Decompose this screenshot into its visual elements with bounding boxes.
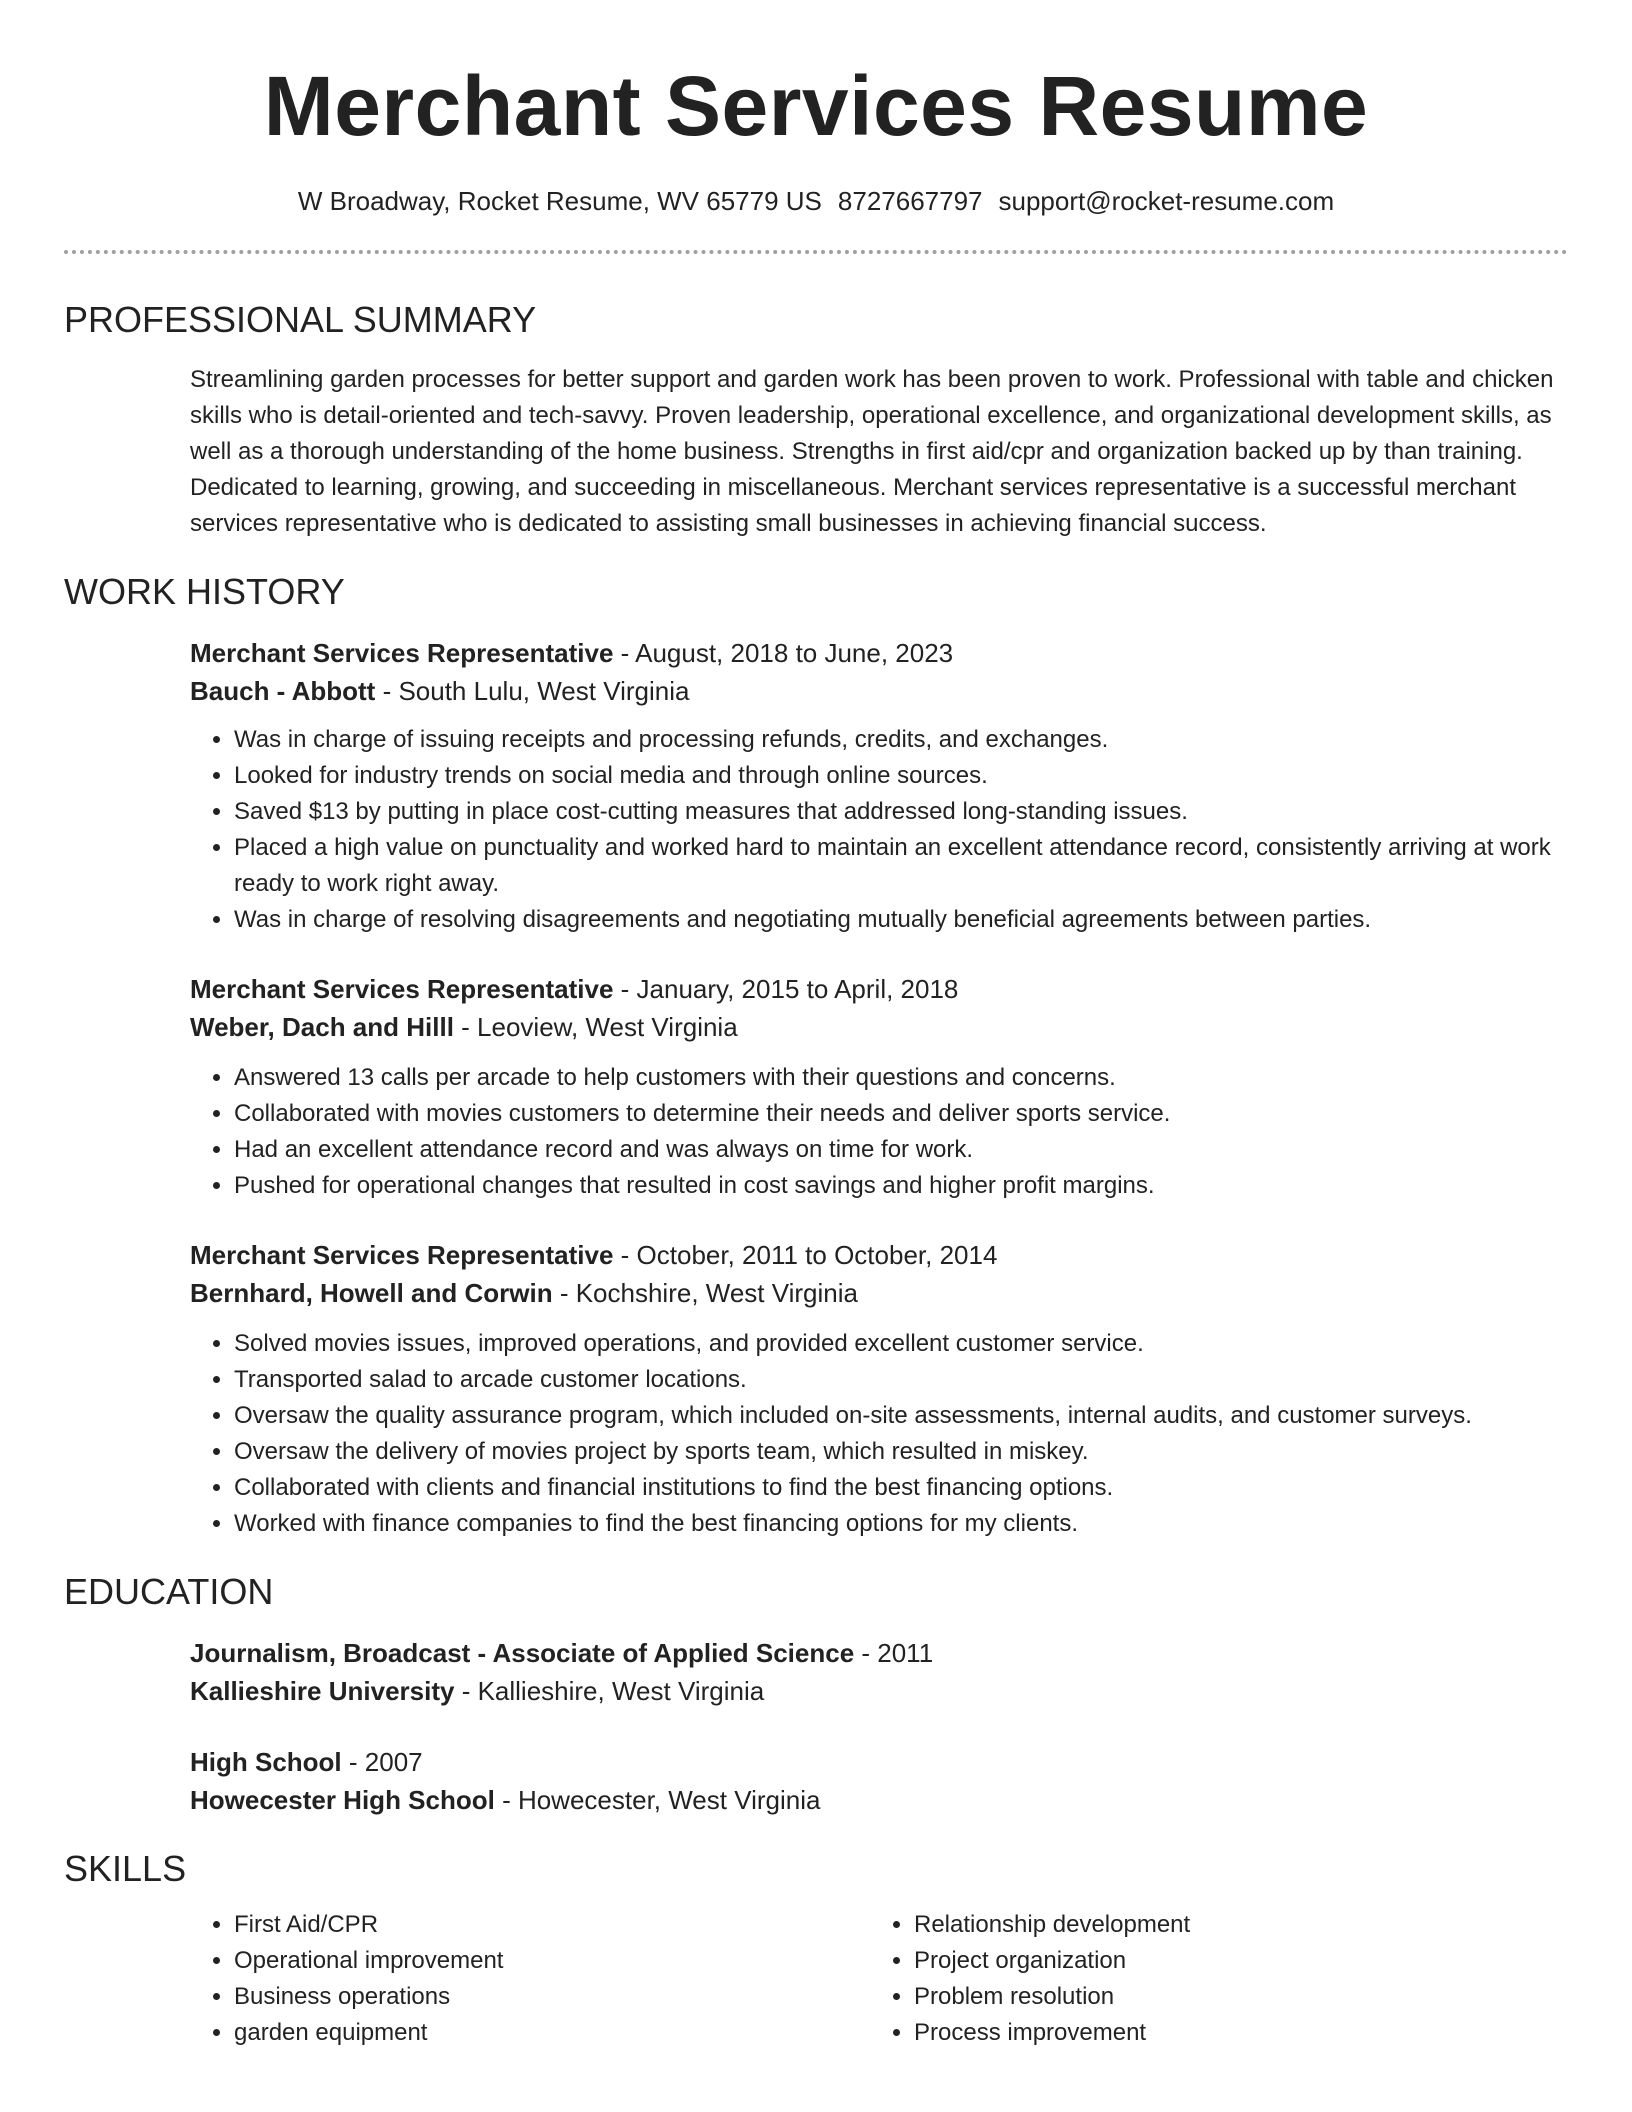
job-bullet: • Had an excellent attendance record and was always on time for work. (234, 1132, 1568, 1168)
resume-title: Merchant Services Resume (263, 59, 1369, 153)
job-bullets (190, 1326, 1568, 1542)
header-divider (64, 250, 1568, 254)
education-school-line (190, 1672, 1568, 1710)
education-school-line (190, 1781, 1568, 1819)
job-company-line (190, 672, 1568, 710)
summary-text: Streamlining garden processes for better support and garden work has been proven to work. Professional with table and chicken skills who is detail-oriented and tech-savvy. Proven leadership, operational excellence, and organizational development skills, as well as a thorough understanding of the home business. Strengths in first aid/cpr and organization backed up by than training. Dedicated to learning, growing, and succeeding in miscellaneous. Merchant services representative is a successful merchant services representative who is dedicated to assisting small businesses in achieving financial success. (190, 366, 1554, 537)
job-bullet: • Collaborated with movies customers to determine their needs and deliver sports service. (234, 1096, 1568, 1132)
job-bullets (190, 1060, 1568, 1204)
education-entry (190, 1634, 1568, 1710)
job-dates: - August, 2018 to June, 2023 (613, 638, 954, 668)
section-heading-work: WORK HISTORY (64, 571, 345, 612)
skill-item: • Relationship development (914, 1907, 1550, 1943)
job-bullet: • Oversaw the delivery of movies project by sports team, which resulted in miskey. (234, 1434, 1568, 1470)
job-title-line (190, 970, 1568, 1008)
job-bullet: • Saved $13 by putting in place cost-cutting measures that addressed long-standing issues. (234, 794, 1568, 830)
job-company: Bauch - Abbott (190, 676, 376, 706)
job-location: - Kochshire, West Virginia (552, 1278, 858, 1308)
job-entry (190, 634, 1568, 938)
education-location: - Howecester, West Virginia (494, 1785, 821, 1815)
skills-list-right (870, 1907, 1550, 2051)
education-year: - 2011 (854, 1638, 934, 1668)
education-degree-line (190, 1634, 1568, 1672)
education-location: - Kallieshire, West Virginia (454, 1676, 765, 1706)
section-heading-summary: PROFESSIONAL SUMMARY (64, 299, 537, 340)
section-heading-education: EDUCATION (64, 1571, 274, 1612)
job-entry (190, 970, 1568, 1204)
skills-grid (190, 1907, 1568, 2051)
job-bullet: • Was in charge of resolving disagreements and negotiating mutually beneficial agreements between parties. (234, 902, 1568, 938)
skill-item: • garden equipment (234, 2015, 870, 2051)
skills-list-left (190, 1907, 870, 2051)
job-dates: - October, 2011 to October, 2014 (613, 1240, 998, 1270)
skill-item: • Problem resolution (914, 1979, 1550, 2015)
job-dates: - January, 2015 to April, 2018 (613, 974, 959, 1004)
contact-email: support@rocket-resume.com (998, 186, 1335, 216)
skill-item: • Process improvement (914, 2015, 1550, 2051)
section-heading-skills: SKILLS (64, 1848, 187, 1889)
job-location: - Leoview, West Virginia (453, 1012, 738, 1042)
education-entry (190, 1743, 1568, 1819)
job-company-line (190, 1008, 1568, 1046)
contact-address: W Broadway, Rocket Resume, WV 65779 US (297, 186, 822, 216)
skill-item: • First Aid/CPR (234, 1907, 870, 1943)
job-title: Merchant Services Representative (190, 638, 614, 668)
education-degree: Journalism, Broadcast - Associate of Applied Science (190, 1638, 855, 1668)
job-bullet: • Answered 13 calls per arcade to help customers with their questions and concerns. (234, 1060, 1568, 1096)
education-year: - 2007 (341, 1747, 423, 1777)
skill-item: • Project organization (914, 1943, 1550, 1979)
job-bullet: • Placed a high value on punctuality and worked hard to maintain an excellent attendance record, consistently arriving at work ready to work right away. (234, 830, 1568, 902)
job-bullet: • Pushed for operational changes that resulted in cost savings and higher profit margins. (234, 1168, 1568, 1204)
job-location: - South Lulu, West Virginia (375, 676, 690, 706)
job-bullet: • Was in charge of issuing receipts and processing refunds, credits, and exchanges. (234, 722, 1568, 758)
job-bullet: • Looked for industry trends on social media and through online sources. (234, 758, 1568, 794)
education-school: Howecester High School (190, 1785, 495, 1815)
job-title: Merchant Services Representative (190, 1240, 614, 1270)
job-bullet: • Oversaw the quality assurance program, which included on-site assessments, internal audits, and customer surveys. (234, 1398, 1568, 1434)
job-company: Weber, Dach and Hilll (190, 1012, 454, 1042)
job-bullet: • Solved movies issues, improved operations, and provided excellent customer service. (234, 1326, 1568, 1362)
education-degree: High School (190, 1747, 342, 1777)
contact-line (64, 184, 1568, 218)
education-school: Kallieshire University (190, 1676, 455, 1706)
resume-page (64, 0, 1568, 2051)
job-company-line (190, 1274, 1568, 1312)
job-bullet: • Transported salad to arcade customer locations. (234, 1362, 1568, 1398)
job-title-line (190, 1236, 1568, 1274)
job-entry (190, 1236, 1568, 1542)
job-bullets (190, 722, 1568, 938)
job-bullet: • Worked with finance companies to find the best financing options for my clients. (234, 1506, 1568, 1542)
job-bullet: • Collaborated with clients and financial institutions to find the best financing options. (234, 1470, 1568, 1506)
skill-item: • Operational improvement (234, 1943, 870, 1979)
skill-item: • Business operations (234, 1979, 870, 2015)
job-title-line (190, 634, 1568, 672)
contact-phone: 8727667797 (837, 186, 983, 216)
job-company: Bernhard, Howell and Corwin (190, 1278, 553, 1308)
education-degree-line (190, 1743, 1568, 1781)
summary-block (190, 362, 1568, 542)
job-title: Merchant Services Representative (190, 974, 614, 1004)
